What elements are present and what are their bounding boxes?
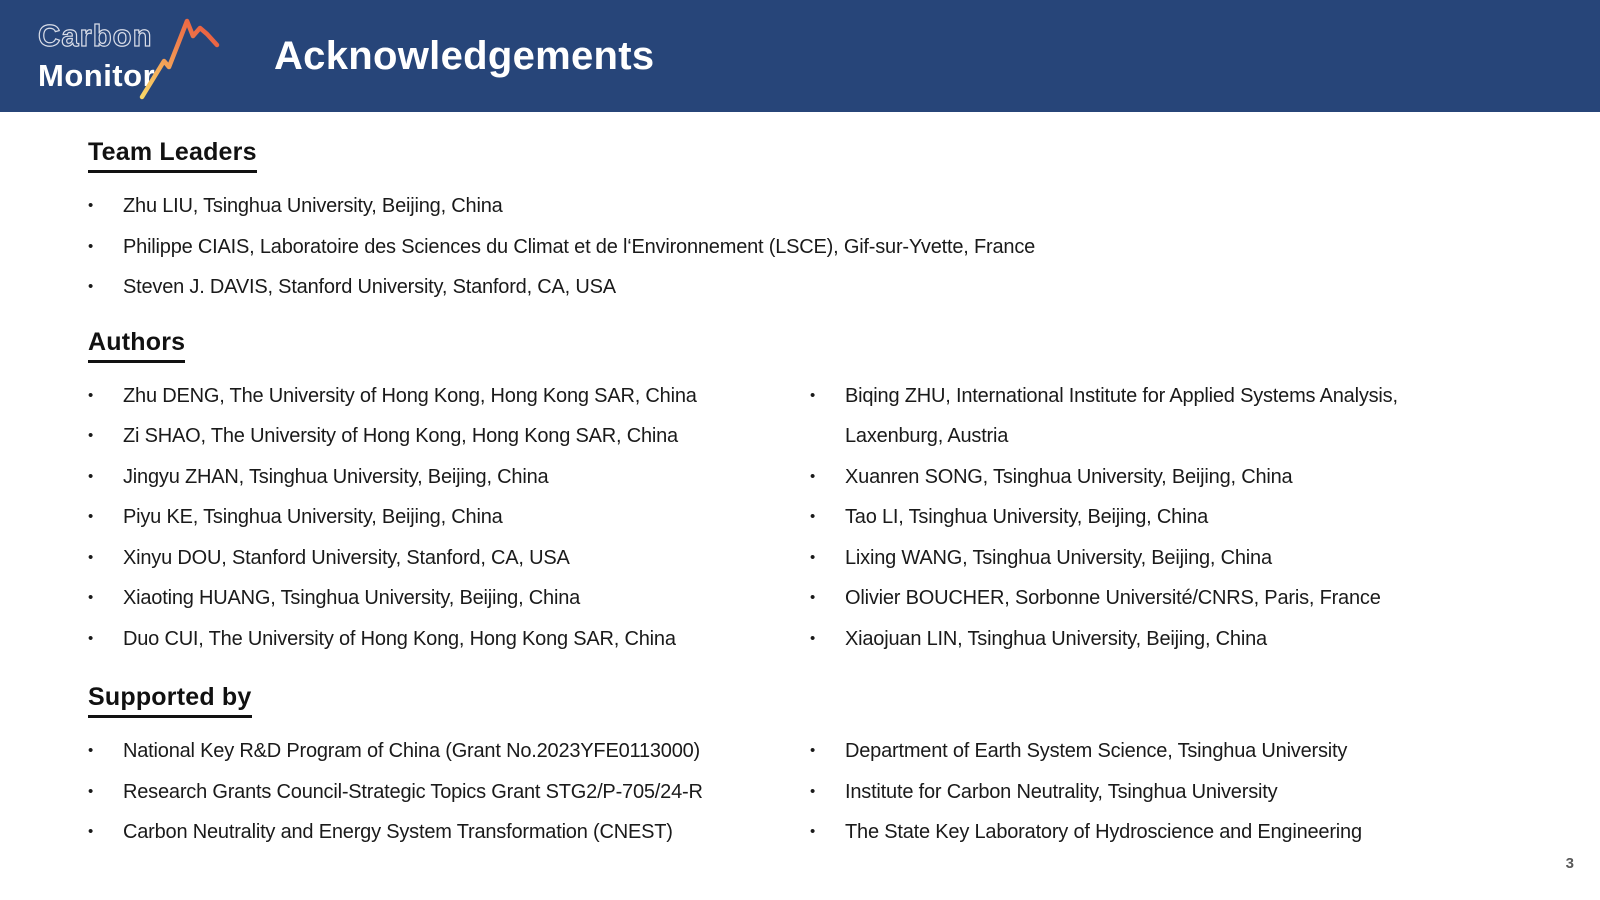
supporter-entry: Department of Earth System Science, Tsinghua University [845, 740, 1348, 762]
list-item [88, 731, 810, 772]
supporter-entry: National Key R&D Program of China (Grant No.2023YFE0113000) [123, 740, 701, 762]
list-item [88, 772, 810, 813]
team-leader-entry: Philippe CIAIS, Laboratoire des Sciences du Climat et de l‘Environnement (LSCE), Gif-sur-Yvette, France [123, 235, 1036, 258]
supporter-entry: Carbon Neutrality and Energy System Transformation (CNEST) [123, 821, 673, 843]
bullet-icon: • [810, 386, 816, 404]
author-entry: Xiaojuan LIN, Tsinghua University, Beijing, China [845, 627, 1267, 650]
list-item [810, 376, 1540, 457]
list-item [88, 619, 810, 660]
team-leader-entry: Zhu LIU, Tsinghua University, Beijing, China [123, 195, 503, 217]
list-item [810, 619, 1540, 660]
list-item [810, 812, 1540, 853]
list-item [810, 731, 1540, 772]
author-entry: Piyu KE, Tsinghua University, Beijing, China [123, 506, 503, 528]
slide-body [0, 138, 1600, 853]
section-supported-by [88, 683, 1540, 853]
bullet-icon: • [88, 427, 94, 444]
list-item [88, 538, 810, 579]
supporter-entry: The State Key Laboratory of Hydroscience and Engineering [845, 821, 1362, 843]
bullet-icon: • [810, 742, 816, 759]
list-item [88, 497, 810, 538]
list-item [810, 538, 1540, 579]
supported-by-heading: Supported by [88, 683, 252, 718]
bullet-icon: • [810, 467, 816, 485]
author-entry: Olivier BOUCHER, Sorbonne Université/CNRS, Paris, France [845, 587, 1381, 609]
page-number: 3 [1565, 855, 1574, 872]
list-item [88, 416, 810, 457]
supported-list-right [810, 731, 1540, 853]
bullet-icon: • [88, 742, 94, 759]
section-team-leaders [88, 138, 1540, 308]
list-item [88, 227, 1540, 268]
supported-list-left [88, 731, 810, 853]
bullet-icon: • [88, 782, 94, 800]
bullet-icon: • [810, 548, 816, 566]
authors-list-right [810, 376, 1540, 660]
team-leaders-heading: Team Leaders [88, 138, 257, 173]
author-entry: Biqing ZHU, International Institute for Applied Systems Analysis, Laxenburg, Austria [845, 384, 1398, 447]
supporter-entry: Institute for Carbon Neutrality, Tsinghua University [845, 780, 1278, 803]
bullet-icon: • [88, 278, 94, 295]
bullet-icon: • [810, 823, 816, 840]
section-authors [88, 328, 1540, 660]
bullet-icon: • [88, 823, 94, 840]
header-bar [0, 0, 1600, 112]
bullet-icon: • [88, 548, 94, 566]
bullet-icon: • [88, 589, 94, 606]
logo-text-monitor: Monitor [38, 58, 156, 93]
list-item [810, 578, 1540, 619]
author-entry: Jingyu ZHAN, Tsinghua University, Beijing, China [123, 465, 549, 488]
author-entry: Zi SHAO, The University of Hong Kong, Hong Kong SAR, China [123, 425, 678, 447]
authors-heading: Authors [88, 328, 185, 363]
bullet-icon: • [88, 386, 94, 404]
author-entry: Xinyu DOU, Stanford University, Stanford, CA, USA [123, 546, 570, 569]
bullet-icon: • [88, 467, 94, 485]
author-entry: Xuanren SONG, Tsinghua University, Beijing, China [845, 465, 1293, 488]
list-item [88, 578, 810, 619]
list-item [810, 457, 1540, 498]
bullet-icon: • [88, 237, 94, 255]
list-item [88, 457, 810, 498]
bullet-icon: • [88, 508, 94, 525]
list-item [810, 772, 1540, 813]
author-entry: Lixing WANG, Tsinghua University, Beijing, China [845, 546, 1272, 569]
list-item [88, 812, 810, 853]
carbon-monitor-logo [30, 9, 248, 103]
author-entry: Xiaoting HUANG, Tsinghua University, Beijing, China [123, 587, 581, 609]
authors-list-left [88, 376, 810, 660]
list-item [88, 267, 1540, 308]
author-entry: Duo CUI, The University of Hong Kong, Hong Kong SAR, China [123, 627, 676, 650]
list-item [88, 376, 810, 417]
bullet-icon: • [810, 508, 816, 525]
list-item [810, 497, 1540, 538]
logo-text-carbon: Carbon [38, 18, 153, 53]
team-leader-entry: Steven J. DAVIS, Stanford University, Stanford, CA, USA [123, 276, 616, 298]
author-entry: Tao LI, Tsinghua University, Beijing, China [845, 506, 1209, 528]
list-item [88, 186, 1540, 227]
bullet-icon: • [810, 629, 816, 647]
supporter-entry: Research Grants Council-Strategic Topics Grant STG2/P-705/24-R [123, 780, 703, 803]
bullet-icon: • [88, 197, 94, 214]
bullet-icon: • [88, 629, 94, 647]
bullet-icon: • [810, 589, 816, 606]
team-leaders-list [88, 186, 1540, 308]
page-title: Acknowledgements [274, 33, 655, 78]
author-entry: Zhu DENG, The University of Hong Kong, Hong Kong SAR, China [123, 384, 697, 407]
bullet-icon: • [810, 782, 816, 800]
